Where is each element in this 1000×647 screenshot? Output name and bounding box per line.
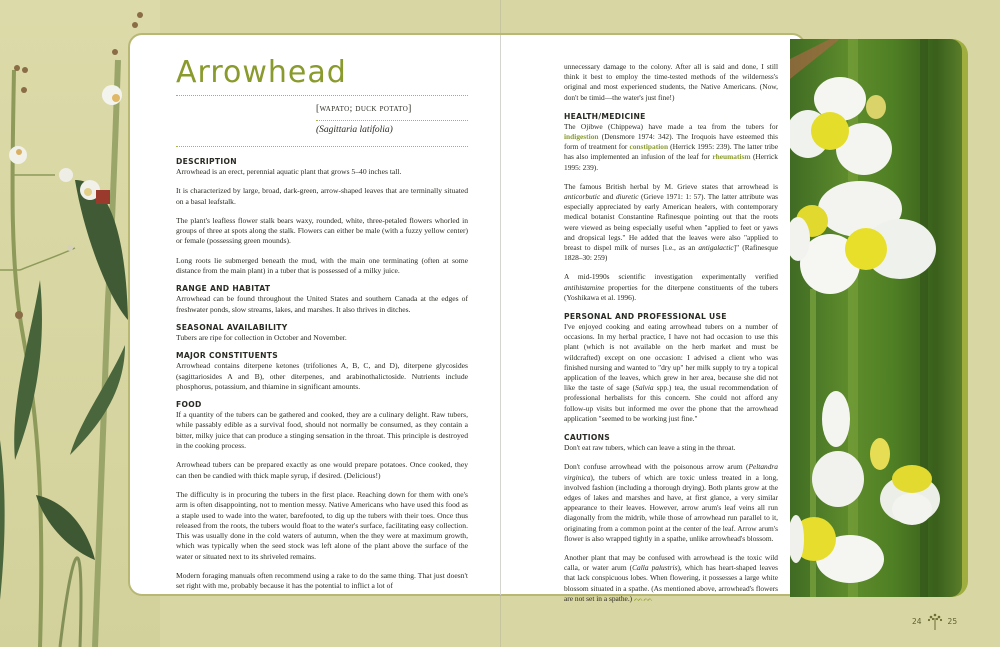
arrowhead-flower-photo [790,39,962,597]
paragraph [564,322,778,424]
text: spp.) tea, the usual recommendation of professional herbalists for this concern. She could not afford any follow-up visits but informed me over the phone that the arrowhead application "seemed to be working just fine." [564,383,778,423]
text: (Densmore 1974: 342). The Iroquois have esteemed this form of treatment for [564,132,778,152]
highlight-term: indigestion [564,132,599,142]
paragraph: If a quantity of the tubers can be gathered and cooked, they are a culinary delight. Raw tubers, while passably edible as a survival food, should not normally be consumed, as they contain a bitter, milky juice that can produce a stinging sensation in the throat. This principle is destroyed in the cooking process. [176,410,468,451]
page-gutter-line [500,35,501,595]
common-names: [wapato; duck potato] [316,104,412,114]
text: ), the tubers of which are toxic unless treated in a long, involved fashion (including a thorough drying). Both plants grow at the edges of lakes and marshes and have, at first glance, a very similar appearance to their leaves. However, arrow arum's leaf veins all run diagonally from the midrib, while those of arrowhead run parallel to it, originating from a common point at the center of the leaf. Arrow arum's flower is also wrapped tightly in a spathe, unlike arrowhead's blossom. [564,472,778,543]
latin-name: (Sagittaria latifolia) [316,125,393,135]
italic-term: diuretic [615,192,639,202]
italic-term: Calla palustris [632,563,678,573]
text: ), which has heart-shaped leaves that lack conspicuous lobes. When flowering, it possesses a large white blossom situated in a spathe. (As mentioned above, arrowhead's flowers are not set in a spathe.) [564,563,778,603]
plant-names [176,96,468,156]
italic-term: anticorbutic [564,192,601,202]
right-page [564,62,778,604]
section-heading-constituents: MAJOR CONSTITUENTS [176,351,279,361]
paragraph [564,272,778,303]
paragraph: Arrowhead is an erect, perennial aquatic plant that grows 5–40 inches tall. [176,167,402,176]
end-mark-icon: ᨓᨓ [633,593,654,603]
text: (Herrick 1995: 239). [564,152,778,172]
paragraph: It is characterized by large, broad, dark-green, arrow-shaped leaves that are terminally situated on a basal leafstalk. [176,186,468,206]
section-heading-range: RANGE AND HABITAT [176,284,271,294]
paragraph [564,122,778,173]
text: The Ojibwe (Chippewa) have made a tea from the tubers for [564,121,778,131]
section-heading-cautions: CAUTIONS [564,433,611,443]
text: A mid-1990s scientific investigation experimentally verified [564,272,778,282]
right-page-number: 25 [947,616,958,626]
italic-term: antigalactic [698,243,734,253]
text: The famous British herbal by M. Grieve states that arrowhead is [564,181,778,191]
highlight-term: rheumatism [712,152,751,162]
entry-title: Arrowhead [176,55,347,90]
section-heading-food: FOOD [176,400,202,410]
paragraph: Long roots lie submerged beneath the mud, with the main one terminating (often at some distance from the main plant) in a tuber that is possessed of a milky juice. [176,255,468,276]
section-heading-health: HEALTH/MEDICINE [564,111,646,121]
paragraph: Arrowhead can be found throughout the United States and southern Canada at the edges of freshwater ponds, slow streams, lakes, and marshes. It also thrives in ditches. [176,294,468,314]
text: (Grieve 1971: 1: 57). The latter attribute was especially appreciated by early American healers, with contemporary medical botanist Constantine Rafinesque pointing out that the roots were viewed as being especially useful when "applied to feet or yaws and dropsical legs." He added that the leaves were also "applied to breast to dispel milk of nurses [i.e., as an [564,192,778,253]
text: Don't confuse arrowhead with the poisonous arrow arum ( [564,462,749,472]
italic-term: Peltandra virginica [564,462,778,482]
text: (Herrick 1995: 239). The latter tribe has also implemented an infusion of the leaf for [564,142,778,162]
text: properties for the diterpene constituents of the tubers (Yoshikawa et al. 1996). [564,282,778,302]
paragraph: The difficulty is in procuring the tubers in the first place. Reaching down for them with one's arm is often disappointing, not to mention messy. Native Americans who have used this food as a staple used to wade into the water, barefooted, to dig up the tubers with their toes. Once thus released from the roots, the tubers would float to the water's surface, facilitating easy collection. This was usually done in the cold waters of autumn, when the they were at maximum growth, which was typically when the seed stock was left alone of the plant above the surface of the water or situated next to its shriveled remains. [176,489,468,561]
italic-term: antihistamine [564,282,605,292]
text: and [600,192,616,202]
text: ]" (Rafinesque 1828–30: 259) [564,243,778,263]
text: I've enjoyed cooking and eating arrowhead tubers on a number of occasions. In my herbal practice, I have not had occasion to use this plant (which is not available on the herb market and must be wildcrafted) except on one occasion: I advised a client who was finished nursing and wanted to "dry up" her milk supply to try a topical application of the leaves, which grew in her area, because she did not like the taste of sage ( [564,322,778,393]
section-heading-personal: PERSONAL AND PROFESSIONAL USE [564,312,727,322]
names-divider [316,120,468,121]
highlight-term: constipation [629,142,669,152]
paragraph: The plant's leafless flower stalk bears waxy, rounded, white, three-petaled flowers whorled in groups of three at spots along the stalk. Flowers can either be male (with a fuzzy yellow center) or female (possessing green mounds). [176,215,468,246]
paragraph [564,182,778,264]
paragraph [564,553,778,604]
names-bottom-divider [176,146,468,147]
section-heading-description: DESCRIPTION [176,157,237,166]
paragraph: Arrowhead tubers can be prepared exactly as one would prepare potatoes. Once cooked, they can then be candied with thick maple syrup, if desired. (Delicious!) [176,460,468,480]
page-numbers [912,612,957,630]
continuation-paragraph: unnecessary damage to the colony. After all is said and done, I still think it best to employ the time-tested methods of the wilderness's original and most experienced students, the Native Americans. (Now, don't be timid—the water's just fine!) [564,62,778,102]
left-page-number: 24 [912,616,922,626]
left-page [176,55,468,592]
paragraph [564,462,778,544]
flower-photo-graphic [790,39,962,597]
plant-sprig-icon [927,612,943,630]
italic-term: Salvia [635,383,654,393]
text: Another plant that may be confused with arrowhead is the toxic wild calla, or water arum ( [564,552,778,573]
paragraph: Modern foraging manuals often recommend using a rake to do the same thing. That just doesn't set right with me, probably because it has the potential to inflict a lot of [176,571,468,591]
paragraph: Arrowhead contains diterpene ketones (trifoliones A, B, C, and D), diterpene glycosides (sagittariosides A and B), other diterpenes, and arabinothalictoside. Nutrients include phosphorus, potassium, and thiamine in significant amounts. [176,361,468,391]
section-heading-seasonal: SEASONAL AVAILABILITY [176,322,288,332]
paragraph: Don't eat raw tubers, which can leave a sting in the throat. [564,443,736,453]
paragraph: Tubers are ripe for collection in October and November. [176,332,347,342]
